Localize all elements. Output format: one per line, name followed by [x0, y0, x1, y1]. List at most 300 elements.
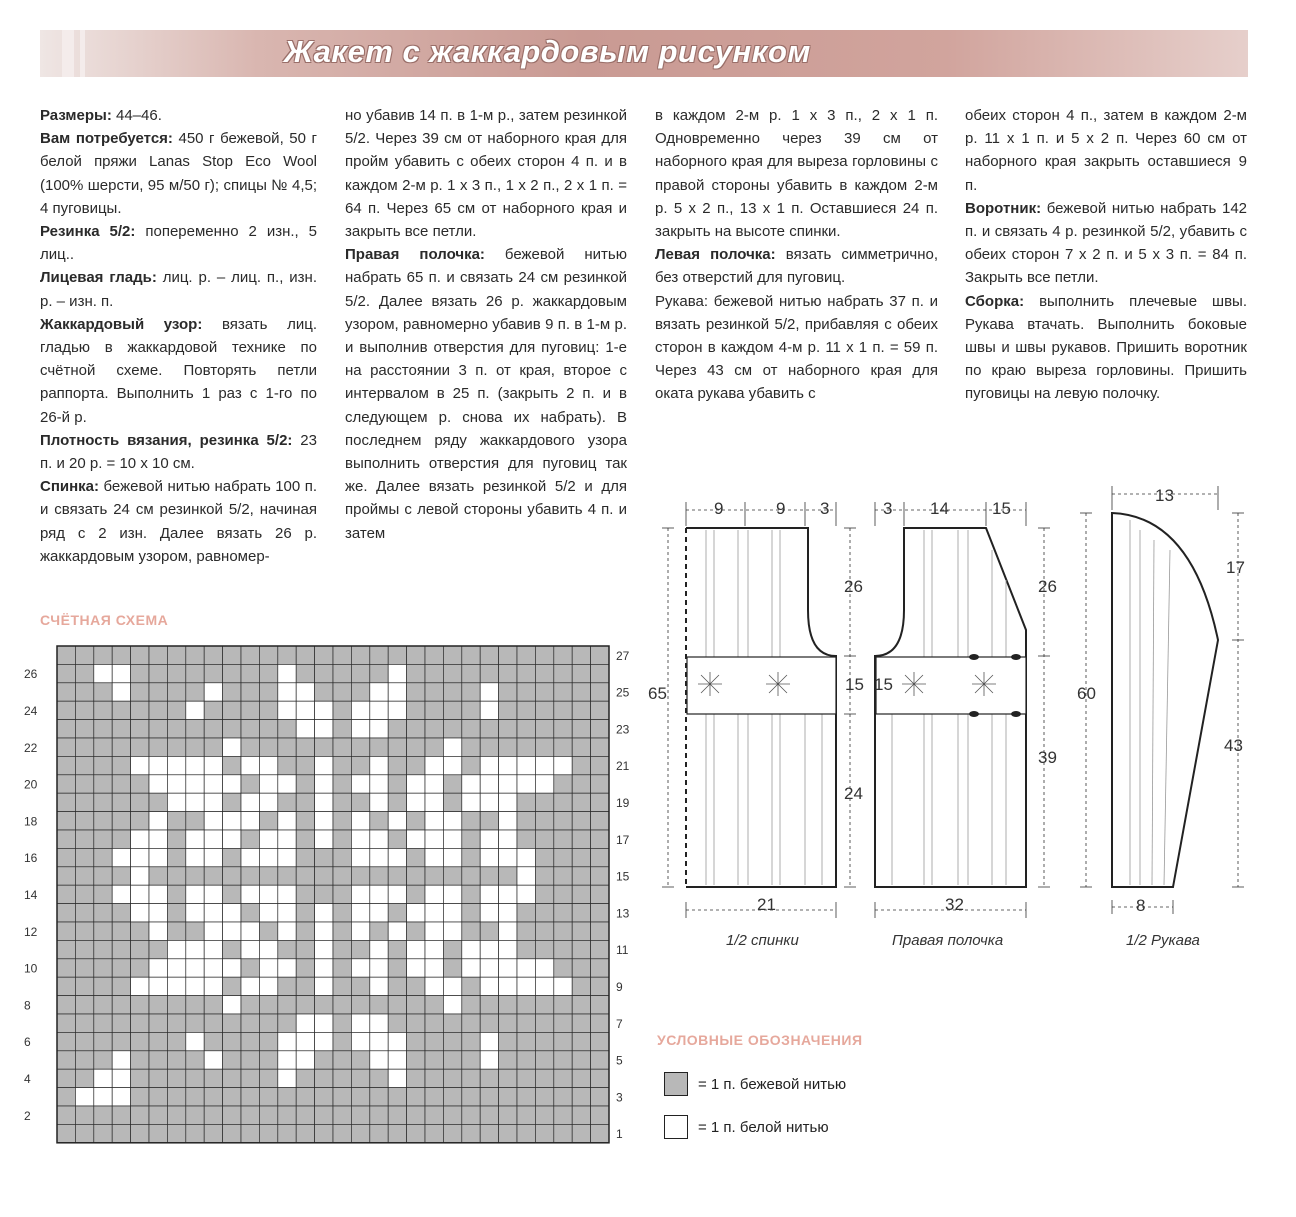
chart-cell	[149, 683, 167, 701]
chart-cell	[591, 940, 609, 958]
chart-cell	[57, 1088, 75, 1106]
chart-cell	[499, 1051, 517, 1069]
chart-cell	[333, 904, 351, 922]
chart-cell	[167, 959, 185, 977]
chart-cell	[57, 701, 75, 719]
chart-cell	[591, 1014, 609, 1032]
paragraph-heading: Левая полочка:	[655, 246, 776, 264]
chart-cell	[333, 1106, 351, 1124]
chart-cell	[75, 812, 93, 830]
chart-cell	[443, 738, 461, 756]
chart-cell	[591, 830, 609, 848]
chart-cell	[517, 683, 535, 701]
chart-cell	[388, 977, 406, 995]
chart-cell	[131, 922, 149, 940]
chart-cell	[499, 646, 517, 664]
chart-row-label-right: 21	[616, 759, 630, 774]
chart-cell	[554, 940, 572, 958]
chart-cell	[278, 1088, 296, 1106]
chart-cell	[388, 885, 406, 903]
chart-cell	[204, 996, 222, 1014]
chart-cell	[499, 830, 517, 848]
chart-cell	[278, 1069, 296, 1087]
chart-cell	[167, 977, 185, 995]
chart-cell	[370, 793, 388, 811]
chart-cell	[278, 812, 296, 830]
chart-cell	[186, 885, 204, 903]
chart-cell	[554, 1106, 572, 1124]
chart-cell	[94, 1014, 112, 1032]
chart-cell	[75, 904, 93, 922]
chart-cell	[315, 812, 333, 830]
chart-cell	[535, 1014, 553, 1032]
chart-cell	[75, 793, 93, 811]
chart-cell	[499, 904, 517, 922]
chart-cell	[388, 1088, 406, 1106]
chart-cell	[167, 848, 185, 866]
legend-item-white	[664, 1115, 829, 1139]
chart-cell	[241, 812, 259, 830]
chart-cell	[57, 793, 75, 811]
back-bottom: 21	[757, 895, 776, 914]
chart-cell	[94, 738, 112, 756]
chart-cell	[75, 848, 93, 866]
chart-cell	[57, 922, 75, 940]
chart-cell	[204, 646, 222, 664]
chart-cell	[462, 1124, 480, 1142]
chart-cell	[517, 720, 535, 738]
chart-cell	[259, 683, 277, 701]
chart-cell	[296, 1051, 314, 1069]
chart-cell	[296, 1014, 314, 1032]
chart-cell	[167, 1124, 185, 1142]
chart-cell	[517, 830, 535, 848]
chart-cell	[315, 683, 333, 701]
chart-cell	[149, 1088, 167, 1106]
chart-cell	[591, 867, 609, 885]
sleeve-lower: 43	[1224, 736, 1243, 755]
chart-cell	[131, 977, 149, 995]
chart-cell	[572, 940, 590, 958]
chart-cell	[370, 775, 388, 793]
chart-cell	[480, 1014, 498, 1032]
chart-cell	[480, 646, 498, 664]
paragraph	[40, 313, 317, 429]
chart-cell	[186, 848, 204, 866]
chart-cell	[535, 683, 553, 701]
chart-cell	[149, 940, 167, 958]
chart-cell	[535, 793, 553, 811]
chart-cell	[535, 1051, 553, 1069]
chart-cell	[499, 885, 517, 903]
chart-cell	[241, 867, 259, 885]
chart-cell	[333, 977, 351, 995]
chart-cell	[94, 1088, 112, 1106]
chart-cell	[443, 959, 461, 977]
chart-row-label-left: 20	[24, 777, 38, 792]
chart-cell	[462, 940, 480, 958]
chart-cell	[259, 812, 277, 830]
chart-cell	[94, 867, 112, 885]
chart-cell	[535, 1124, 553, 1142]
paragraph	[40, 266, 317, 312]
chart-cell	[259, 867, 277, 885]
chart-cell	[223, 664, 241, 682]
chart-cell	[186, 922, 204, 940]
chart-cell	[591, 1088, 609, 1106]
chart-cell	[204, 1051, 222, 1069]
chart-cell	[278, 885, 296, 903]
chart-cell	[480, 1124, 498, 1142]
chart-cell	[57, 830, 75, 848]
chart-cell	[149, 867, 167, 885]
chart-cell	[370, 885, 388, 903]
chart-cell	[112, 867, 130, 885]
chart-cell	[186, 1124, 204, 1142]
chart-cell	[296, 775, 314, 793]
chart-cell	[167, 701, 185, 719]
text-column-1	[40, 104, 317, 568]
chart-cell	[278, 959, 296, 977]
chart-cell	[462, 996, 480, 1014]
chart-row-label-left: 14	[24, 888, 38, 902]
chart-cell	[241, 683, 259, 701]
chart-cell	[425, 720, 443, 738]
chart-cell	[149, 996, 167, 1014]
chart-cell	[407, 1014, 425, 1032]
chart-cell	[425, 922, 443, 940]
chart-cell	[149, 664, 167, 682]
chart-cell	[259, 720, 277, 738]
chart-cell	[186, 867, 204, 885]
chart-cell	[186, 683, 204, 701]
chart-cell	[572, 683, 590, 701]
chart-cell	[591, 959, 609, 977]
chart-cell	[296, 812, 314, 830]
chart-cell	[75, 996, 93, 1014]
chart-cell	[75, 1051, 93, 1069]
chart-cell	[296, 904, 314, 922]
chart-cell	[149, 756, 167, 774]
chart-cell	[388, 830, 406, 848]
chart-cell	[554, 830, 572, 848]
chart-cell	[278, 793, 296, 811]
chart-cell	[480, 664, 498, 682]
chart-cell	[517, 1124, 535, 1142]
chart-cell	[94, 922, 112, 940]
chart-cell	[535, 738, 553, 756]
chart-cell	[499, 1088, 517, 1106]
chart-row-label-right: 1	[616, 1127, 623, 1142]
chart-cell	[572, 1106, 590, 1124]
chart-cell	[535, 664, 553, 682]
chart-cell	[572, 1088, 590, 1106]
chart-row-label-right: 19	[616, 796, 630, 810]
paragraph	[40, 127, 317, 220]
chart-cell	[407, 922, 425, 940]
chart-cell	[57, 756, 75, 774]
paragraph-text: но убавив 14 п. в 1-м р., затем резинкой 5/2. Через 39 см от наборного края для пройм убавить с обеих сторон 4 п. и в каждом 2-м р. 1 х 3 п., 1 х 2 п., 2 х 1 п. = 64 п. Через 65 см от наборного края и закрыть все петли.	[345, 107, 627, 241]
chart-cell	[443, 1106, 461, 1124]
chart-cell	[315, 940, 333, 958]
chart-row-label-left: 16	[24, 851, 38, 866]
chart-cell	[223, 904, 241, 922]
chart-cell	[112, 683, 130, 701]
chart-cell	[517, 1014, 535, 1032]
chart-cell	[572, 922, 590, 940]
paragraph-text: попеременно 2 изн., 5 лиц..	[40, 223, 317, 264]
chart-cell	[57, 977, 75, 995]
paragraph	[40, 429, 317, 475]
chart-cell	[370, 756, 388, 774]
chart-cell	[480, 1069, 498, 1087]
chart-cell	[388, 1014, 406, 1032]
sleeve-height-total: 60	[1077, 684, 1096, 703]
chart-cell	[443, 812, 461, 830]
chart-cell	[75, 1014, 93, 1032]
back-jacquard-band	[687, 657, 836, 714]
chart-cell	[149, 1069, 167, 1087]
chart-cell	[315, 664, 333, 682]
chart-cell	[591, 885, 609, 903]
chart-cell	[75, 646, 93, 664]
chart-cell	[57, 646, 75, 664]
chart-cell	[407, 996, 425, 1014]
chart-cell	[351, 720, 369, 738]
chart-cell	[407, 940, 425, 958]
chart-cell	[75, 683, 93, 701]
chart-cell	[462, 793, 480, 811]
chart-cell	[75, 720, 93, 738]
chart-cell	[462, 1106, 480, 1124]
chart-cell	[535, 1088, 553, 1106]
chart-cell	[425, 738, 443, 756]
chart-cell	[112, 959, 130, 977]
chart-cell	[131, 1032, 149, 1050]
chart-cell	[259, 922, 277, 940]
chart-cell	[554, 720, 572, 738]
chart-cell	[296, 1069, 314, 1087]
chart-cell	[131, 775, 149, 793]
chart-cell	[149, 775, 167, 793]
chart-cell	[535, 756, 553, 774]
chart-cell	[517, 1069, 535, 1087]
chart-cell	[186, 646, 204, 664]
chart-cell	[149, 1124, 167, 1142]
chart-cell	[204, 867, 222, 885]
chart-cell	[149, 812, 167, 830]
chart-row-label-right: 23	[616, 722, 630, 737]
chart-cell	[112, 664, 130, 682]
chart-cell	[315, 701, 333, 719]
chart-cell	[75, 664, 93, 682]
front-top-3: 15	[992, 499, 1011, 518]
back-top-2: 9	[776, 499, 786, 518]
chart-cell	[443, 977, 461, 995]
chart-cell	[131, 1069, 149, 1087]
chart-cell	[370, 683, 388, 701]
chart-cell	[223, 756, 241, 774]
chart-cell	[499, 977, 517, 995]
paragraph	[655, 290, 938, 406]
chart-cell	[278, 1014, 296, 1032]
chart-cell	[351, 775, 369, 793]
chart-cell	[333, 1124, 351, 1142]
back-caption: 1/2 спинки	[726, 932, 799, 949]
chart-cell	[333, 959, 351, 977]
chart-cell	[167, 756, 185, 774]
chart-cell	[259, 848, 277, 866]
chart-cell	[480, 793, 498, 811]
chart-cell	[499, 1032, 517, 1050]
chart-cell	[75, 959, 93, 977]
chart-cell	[204, 1106, 222, 1124]
chart-cell	[223, 646, 241, 664]
chart-cell	[388, 793, 406, 811]
chart-cell	[351, 830, 369, 848]
chart-cell	[278, 756, 296, 774]
chart-cell	[572, 701, 590, 719]
chart-cell	[572, 1069, 590, 1087]
chart-cell	[370, 1051, 388, 1069]
chart-cell	[407, 701, 425, 719]
chart-cell	[517, 1051, 535, 1069]
chart-cell	[259, 904, 277, 922]
chart-cell	[443, 848, 461, 866]
chart-cell	[535, 848, 553, 866]
chart-cell	[480, 1088, 498, 1106]
chart-cell	[315, 1032, 333, 1050]
chart-cell	[296, 977, 314, 995]
chart-cell	[517, 1088, 535, 1106]
chart-cell	[167, 646, 185, 664]
chart-cell	[57, 885, 75, 903]
chart-cell	[480, 683, 498, 701]
chart-cell	[462, 885, 480, 903]
chart-cell	[370, 977, 388, 995]
chart-cell	[204, 1069, 222, 1087]
chart-cell	[351, 959, 369, 977]
chart-row-label-right: 9	[616, 980, 623, 994]
chart-cell	[131, 1124, 149, 1142]
chart-cell	[535, 959, 553, 977]
chart-cell	[186, 701, 204, 719]
chart-cell	[554, 738, 572, 756]
chart-cell	[425, 646, 443, 664]
chart-cell	[425, 1124, 443, 1142]
chart-cell	[259, 646, 277, 664]
chart-cell	[112, 646, 130, 664]
chart-cell	[131, 683, 149, 701]
front-lower: 39	[1038, 748, 1057, 767]
chart-cell	[591, 738, 609, 756]
chart-cell	[370, 1124, 388, 1142]
chart-cell	[462, 830, 480, 848]
chart-cell	[443, 1124, 461, 1142]
chart-cell	[370, 959, 388, 977]
paragraph	[345, 104, 627, 243]
chart-cell	[259, 1069, 277, 1087]
chart-cell	[462, 1032, 480, 1050]
chart-cell	[315, 1106, 333, 1124]
chart-cell	[443, 646, 461, 664]
chart-cell	[333, 848, 351, 866]
chart-cell	[554, 996, 572, 1014]
chart-cell	[554, 1088, 572, 1106]
chart-cell	[333, 738, 351, 756]
chart-cell	[425, 904, 443, 922]
beige-swatch	[664, 1072, 688, 1096]
chart-cell	[554, 812, 572, 830]
chart-cell	[223, 1014, 241, 1032]
back-top-1: 9	[714, 499, 724, 518]
paragraph	[965, 104, 1247, 197]
chart-cell	[296, 1124, 314, 1142]
text-column-3	[655, 104, 938, 406]
chart-title: СЧЁТНАЯ СХЕМА	[40, 612, 169, 628]
chart-cell	[351, 867, 369, 885]
chart-cell	[57, 959, 75, 977]
chart-cell	[425, 959, 443, 977]
chart-cell	[351, 1014, 369, 1032]
chart-cell	[131, 1014, 149, 1032]
chart-cell	[388, 940, 406, 958]
chart-cell	[370, 904, 388, 922]
chart-cell	[57, 1051, 75, 1069]
chart-cell	[407, 1124, 425, 1142]
chart-cell	[149, 701, 167, 719]
chart-cell	[480, 922, 498, 940]
chart-cell	[591, 1106, 609, 1124]
front-top-1: 3	[883, 499, 893, 518]
chart-cell	[278, 830, 296, 848]
chart-cell	[204, 812, 222, 830]
chart-row-label-right: 25	[616, 685, 630, 700]
chart-cell	[572, 977, 590, 995]
chart-cell	[517, 885, 535, 903]
chart-cell	[223, 959, 241, 977]
front-neck: 26	[1038, 577, 1057, 596]
chart-cell	[278, 701, 296, 719]
chart-cell	[112, 701, 130, 719]
chart-cell	[462, 1051, 480, 1069]
chart-cell	[388, 904, 406, 922]
chart-cell	[572, 738, 590, 756]
chart-cell	[591, 812, 609, 830]
chart-cell	[480, 885, 498, 903]
chart-cell	[315, 885, 333, 903]
paragraph-heading: Спинка:	[40, 478, 100, 496]
chart-cell	[223, 775, 241, 793]
back-top-3: 3	[820, 499, 830, 518]
chart-cell	[57, 1106, 75, 1124]
chart-cell	[388, 756, 406, 774]
chart-cell	[259, 756, 277, 774]
chart-cell	[278, 664, 296, 682]
chart-cell	[480, 775, 498, 793]
chart-cell	[480, 959, 498, 977]
chart-cell	[535, 646, 553, 664]
chart-cell	[223, 683, 241, 701]
chart-cell	[443, 1088, 461, 1106]
chart-cell	[131, 756, 149, 774]
chart-cell	[315, 867, 333, 885]
chart-cell	[223, 848, 241, 866]
back-lower: 24	[844, 784, 863, 803]
chart-cell	[333, 1069, 351, 1087]
chart-cell	[241, 977, 259, 995]
chart-cell	[480, 1106, 498, 1124]
